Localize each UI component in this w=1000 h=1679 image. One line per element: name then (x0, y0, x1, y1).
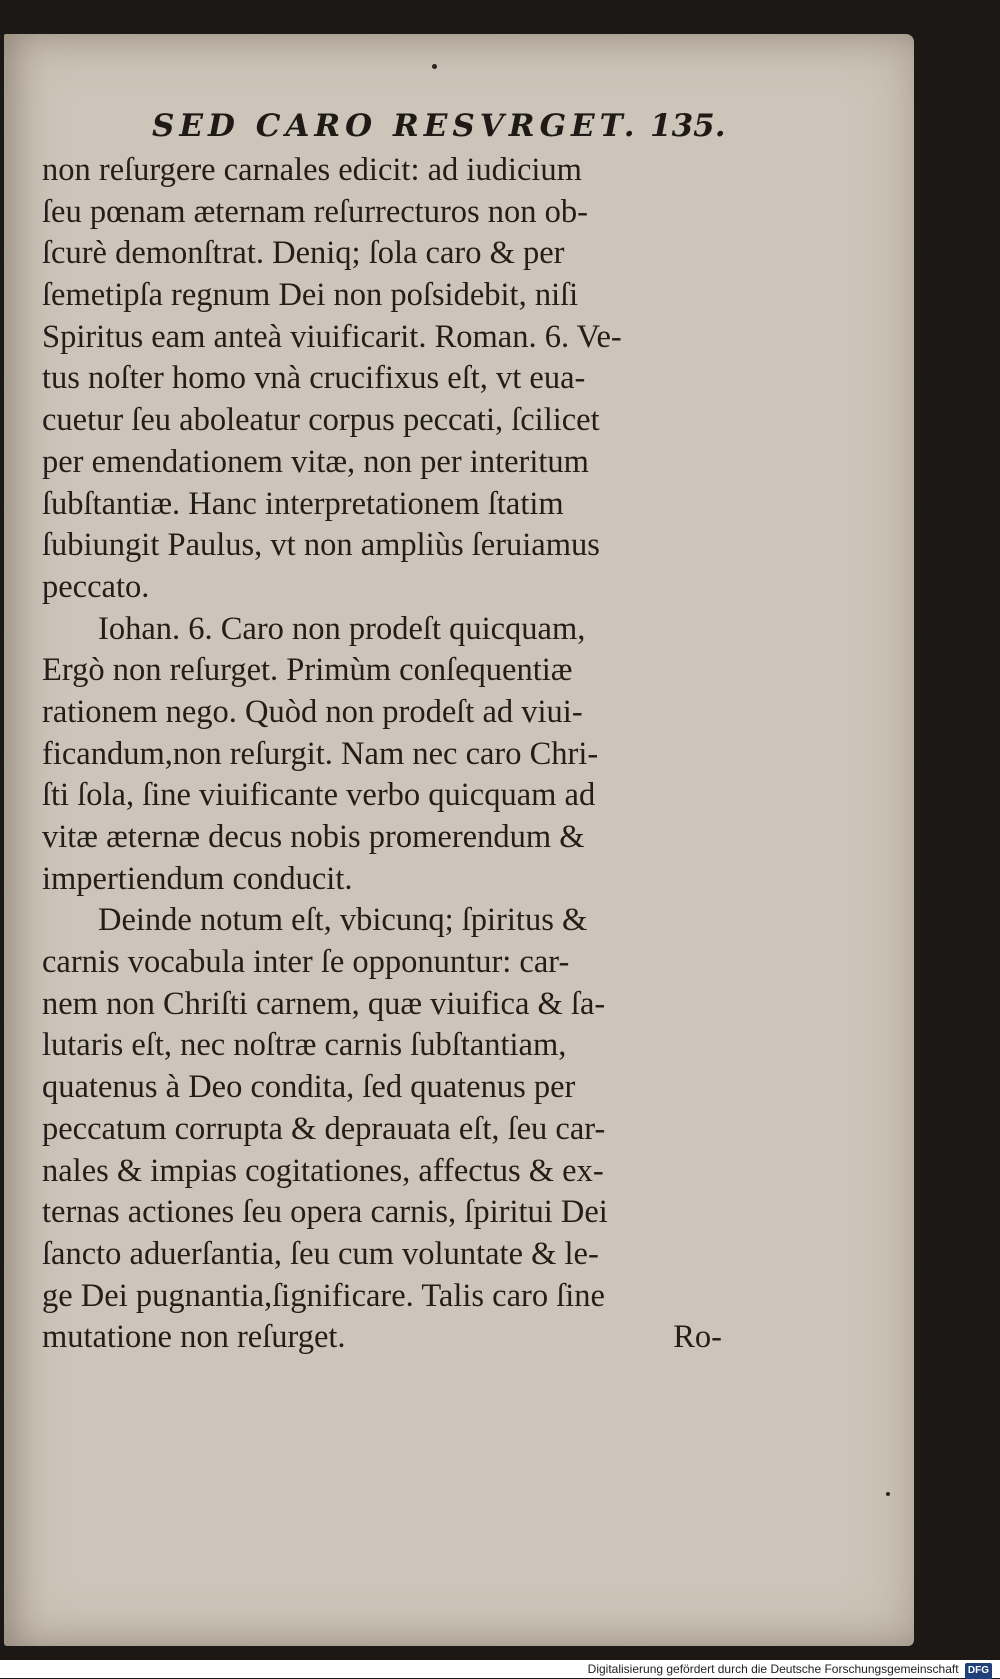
main-text (42, 150, 722, 1359)
text-line: Deinde notum eſt, vbicunq; ſpiritus & (98, 902, 588, 939)
running-head: SED CARO RESVRGET. (152, 108, 640, 144)
text-line: ſubiungit Paulus, vt non ampliùs ſeruiamus (42, 527, 600, 564)
dfg-logo: DFG (965, 1663, 992, 1679)
text-line: ſti ſola, ſine viuificante verbo quicquam ad (42, 777, 596, 814)
text-line: cuetur ſeu aboleatur corpus peccati, ſcilicet (42, 402, 600, 439)
text-line: ficandum,non reſurgit. Nam nec caro Chri- (42, 735, 599, 772)
text-line: Spiritus eam anteà viuificarit. Roman. 6. Ve- (42, 318, 622, 355)
text-line: non reſurgere carnales edicit: ad iudicium (42, 152, 582, 188)
text-line: ſubſtantiæ. Hanc interpretationem ſtatim (42, 485, 564, 522)
text-line: impertiendum conducit. (42, 860, 353, 897)
text-line: ſeu pœnam æternam reſurrecturos non ob- (42, 193, 589, 230)
text-line: tus noſter homo vnà crucifixus eſt, vt eua- (42, 360, 586, 397)
last-line (42, 1317, 722, 1359)
text-line: mutatione non reſurget. (42, 1319, 346, 1356)
text-line: ge Dei pugnantia,ſignificare. Talis caro ſine (42, 1277, 605, 1314)
text-line: peccato. (42, 568, 150, 605)
text-line: peccatum corrupta & deprauata eſt, ſeu car- (42, 1110, 606, 1147)
credit-text: Digitalisierung gefördert durch die Deutsche Forschungsgemeinschaft (587, 1662, 959, 1676)
text-line: lutaris eſt, nec noſtræ carnis ſubſtantiam, (42, 1027, 567, 1064)
digitization-credit (588, 1661, 992, 1679)
text-line: Ergò non reſurget. Primùm conſequentiæ (42, 652, 573, 689)
catchword: Ro- (673, 1319, 722, 1356)
text-line: nales & impias cogitationes, affectus & ex- (42, 1152, 604, 1189)
text-line: ternas actiones ſeu opera carnis, ſpiritui Dei (42, 1194, 608, 1231)
text-line: ſemetipſa regnum Dei non poſsidebit, niſi (42, 277, 579, 314)
text-line: ſancto aduerſantia, ſeu cum voluntate & le- (42, 1235, 599, 1272)
text-line: ſcurè demonſtrat. Deniq; ſola caro & per (42, 235, 565, 272)
text-line: carnis vocabula inter ſe opponuntur: car- (42, 944, 570, 981)
text-line: nem non Chriſti carnem, quæ viuifica & ſa- (42, 985, 606, 1022)
text-line: quatenus à Deo condita, ſed quatenus per (42, 1069, 576, 1106)
text-line: Iohan. 6. Caro non prodeſt quicquam, (98, 610, 586, 647)
text-line: rationem nego. Quòd non prodeſt ad viui- (42, 693, 583, 730)
ink-speck (886, 1492, 890, 1496)
text-line: per emendationem vitæ, non per interitum (42, 443, 589, 480)
ink-speck (432, 64, 437, 69)
page-number: 135. (650, 108, 726, 144)
text-line: vitæ æternæ decus nobis promerendum & (42, 819, 585, 855)
